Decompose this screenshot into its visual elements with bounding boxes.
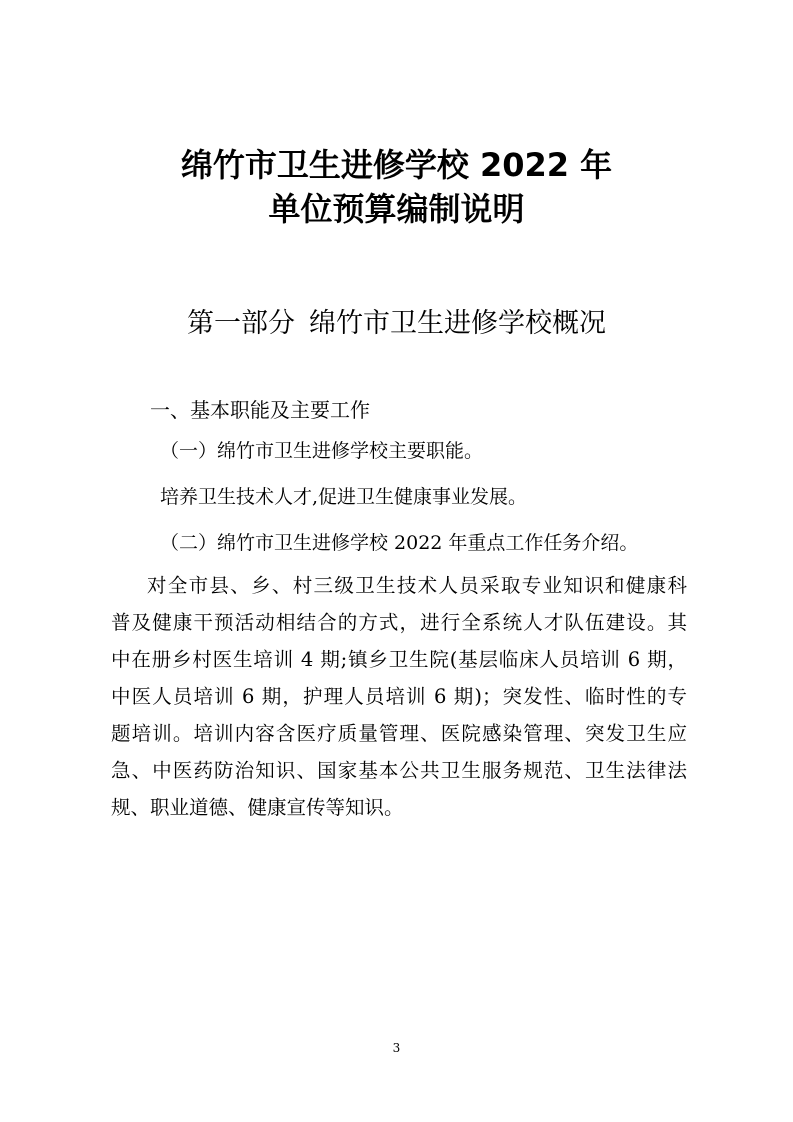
page-number: 3 <box>392 1041 401 1055</box>
subsection-heading-1: （一）绵竹市卫生进修学校主要职能。 <box>160 440 484 462</box>
paragraph-line: 普及健康干预活动相结合的方式，进行全系统人才队伍建设。其 <box>111 611 687 634</box>
part-number: 第一部分 <box>187 308 295 339</box>
paragraph-line: 题培训。培训内容含医疗质量管理、医院感染管理、突发卫生应 <box>111 722 687 745</box>
section-heading: 一、基本职能及主要工作 <box>150 398 370 422</box>
subsection-1-text: 培养卫生技术人才,促进卫生健康事业发展。 <box>160 486 528 508</box>
part-heading <box>0 306 793 342</box>
document-title-line-1: 绵竹市卫生进修学校 2022 年 <box>180 146 613 184</box>
paragraph-line: 急、中医药防治知识、国家基本公共卫生服务规范、卫生法律法 <box>111 759 687 782</box>
part-title: 绵竹市卫生进修学校概况 <box>309 308 606 339</box>
paragraph-line: 规、职业道德、健康宣传等知识。 <box>111 796 404 819</box>
document-title-line-2: 单位预算编制说明 <box>268 190 525 228</box>
paragraph-line: 中医人员培训 6 期，护理人员培训 6 期)；突发性、临时性的专 <box>111 685 687 708</box>
subsection-heading-2: （二）绵竹市卫生进修学校 2022 年重点工作任务介绍。 <box>160 532 639 554</box>
paragraph-line: 中在册乡村医生培训 4 期;镇乡卫生院(基层临床人员培训 6 期， <box>111 648 687 671</box>
paragraph-line: 对全市县、乡、村三级卫生技术人员采取专业知识和健康科 <box>147 574 687 597</box>
work-description-paragraph <box>111 567 687 826</box>
